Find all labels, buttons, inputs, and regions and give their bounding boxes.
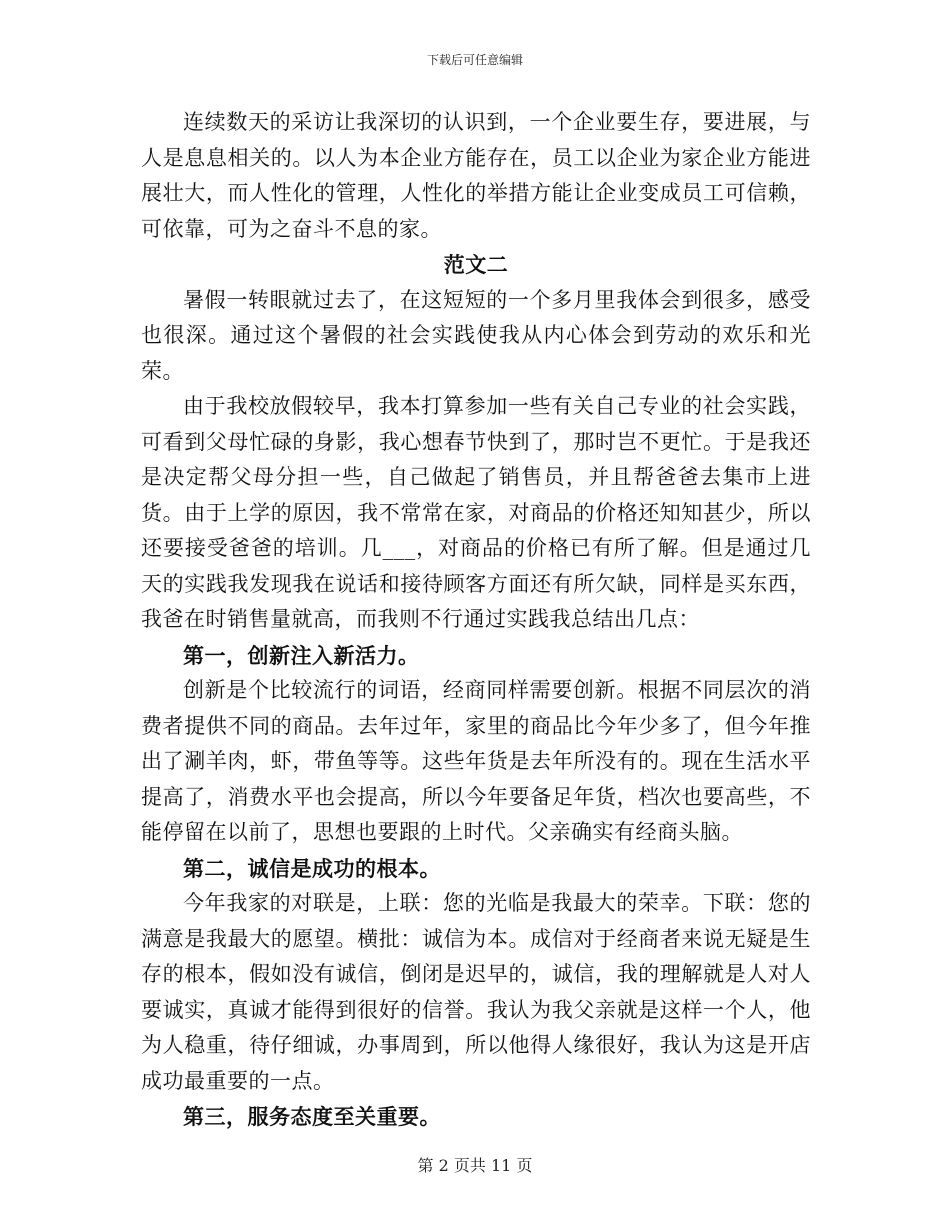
document-body: [141, 105, 811, 1135]
paragraph-5: 今年我家的对联是，上联：您的光临是我最大的荣幸。下联：您的满意是我最大的愿望。横批：诚信为本。成信对于经商者来说无疑是生存的根本，假如没有诚信，倒闭是迟早的，诚信，我的理解就是人对人要诚实，真诚才能得到很好的信誉。我认为我父亲就是这样一个人，他为人稳重，待仔细诚，办事周到，所以他得人缘很好，我认为这是开店成功最重要的一点。: [141, 891, 811, 1093]
paragraph-4: 创新是个比较流行的词语，经商同样需要创新。根据不同层次的消费者提供不同的商品。去年过年，家里的商品比今年少多了，但今年推出了涮羊肉，虾，带鱼等等。这些年货是去年所没有的。现在生活水平提高了，消费水平也会提高，所以今年要备足年货，档次也要高些，不能停留在以前了，思想也要跟的上时代。父亲确实有经商头脑。: [141, 678, 811, 844]
section-title: 范文二: [443, 252, 509, 277]
page-footer: 第 2 页共 11 页: [417, 1156, 533, 1175]
paragraph-1: 连续数天的采访让我深切的认识到，一个企业要生存，要进展，与人是息息相关的。以人为本企业方能存在，员工以企业为家企业方能进展壮大，而人性化的管理，人性化的举措方能让企业变成员工可信赖，可依靠，可为之奋斗不息的家。: [141, 110, 811, 241]
page-header: 下载后可任意编辑: [426, 53, 523, 67]
paragraph-3: 由于我校放假较早，我本打算参加一些有关自己专业的社会实践，可看到父母忙碌的身影，我心想春节快到了，那时岂不更忙。于是我还是决定帮父母分担一些，自己做起了销售员，并且帮爸爸去集市上进货。由于上学的原因，我不常常在家，对商品的价格还知知甚少，所以还要接受爸爸的培训。几___，对商品的价格已有所了解。但是通过几天的实践我发现我在说话和接待顾客方面还有所欠缺，同样是买东西，我爸在时销售量就高，而我则不行通过实践我总结出几点：: [141, 394, 811, 631]
subheading-3: 第三，服务态度至关重要。: [183, 1104, 441, 1129]
subheading-1: 第一，创新注入新活力。: [183, 642, 420, 668]
paragraph-2: 暑假一转眼就过去了，在这短短的一个多月里我体会到很多，感受也很深。通过这个暑假的社会实践使我从内心体会到劳动的欢乐和光荣。: [141, 287, 811, 383]
subheading-2: 第二，诚信是成功的根本。: [183, 855, 441, 881]
